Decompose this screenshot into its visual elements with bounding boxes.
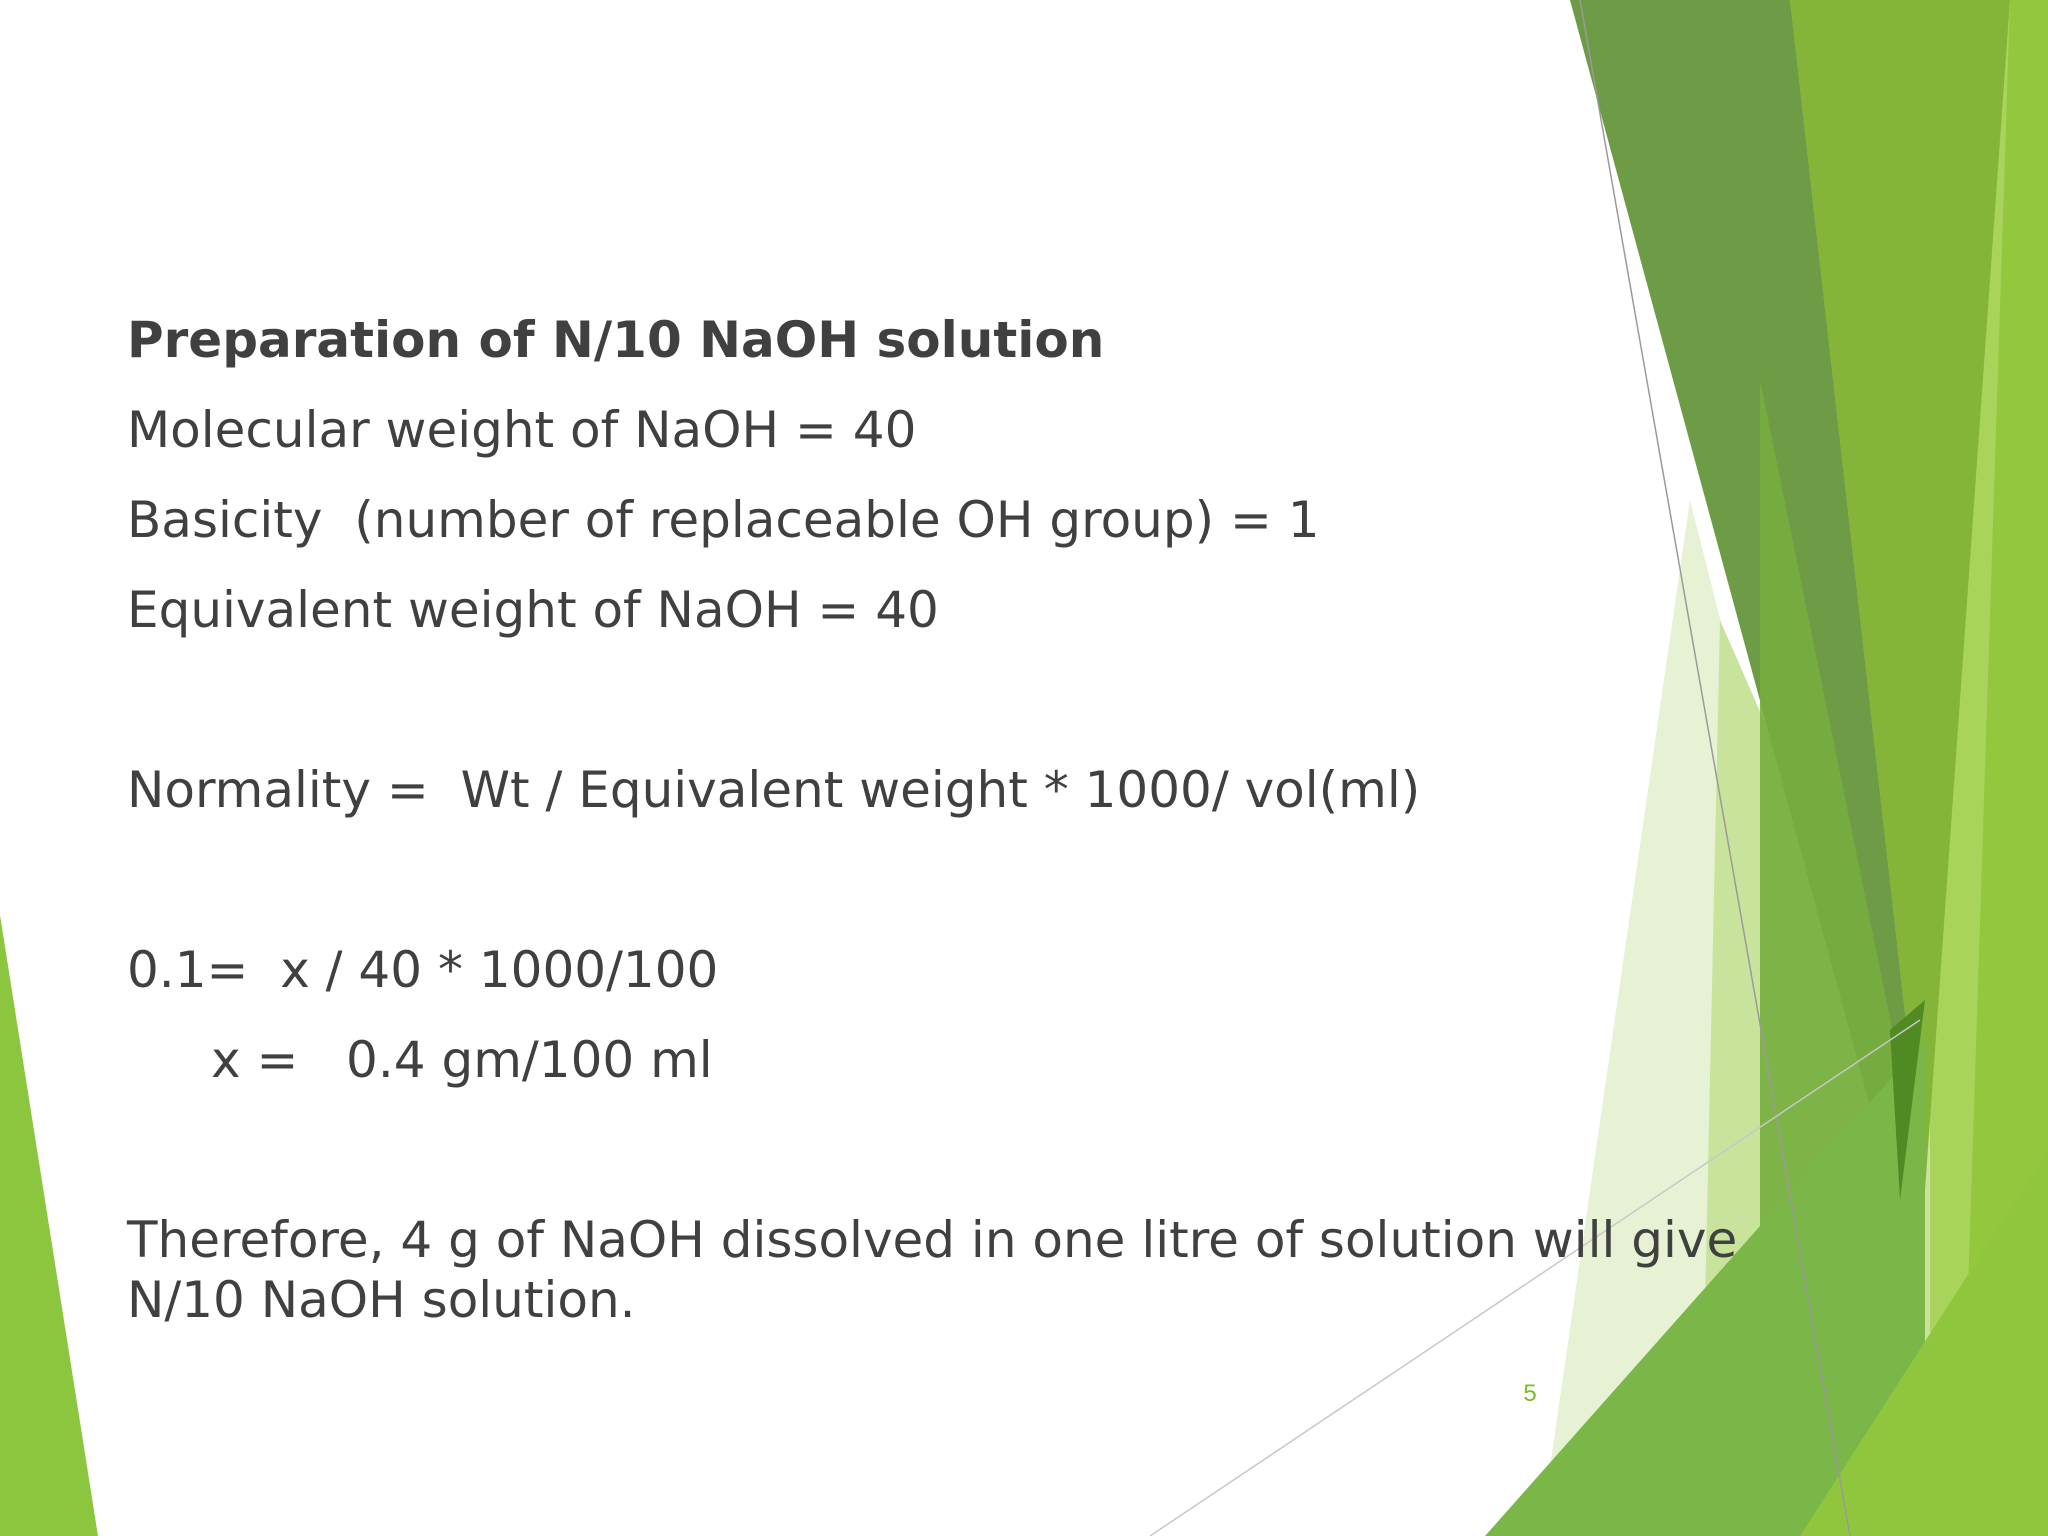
page-number: 5 — [1523, 1380, 1537, 1407]
equivalent-weight-line: Equivalent weight of NaOH = 40 — [127, 581, 939, 639]
conclusion-line-1: Therefore, 4 g of NaOH dissolved in one litre of solution will give — [127, 1211, 1738, 1269]
molecular-weight-line: Molecular weight of NaOH = 40 — [127, 401, 917, 459]
left-accent-shape — [0, 915, 98, 1536]
result-line: x = 0.4 gm/100 ml — [211, 1031, 713, 1089]
basicity-line: Basicity (number of replaceable OH group) = 1 — [127, 491, 1320, 549]
normality-formula-line: Normality = Wt / Equivalent weight * 1000/ vol(ml) — [127, 761, 1421, 819]
calculation-line: 0.1= x / 40 * 1000/100 — [127, 941, 719, 999]
slide-title: Preparation of N/10 NaOH solution — [127, 311, 1105, 369]
conclusion-line-2: N/10 NaOH solution. — [127, 1271, 636, 1329]
